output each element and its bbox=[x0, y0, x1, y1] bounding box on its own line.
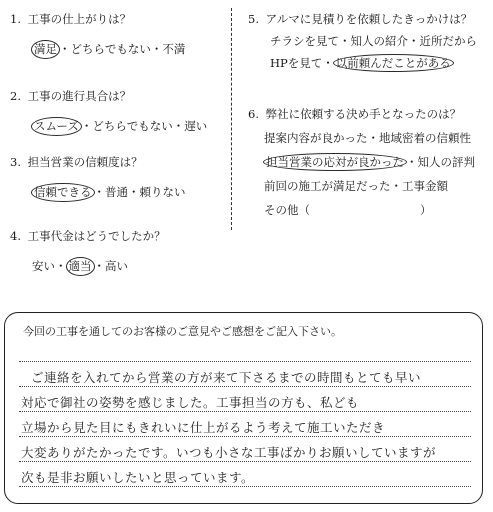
option-selected[interactable]: 担当営業の応対が良かった bbox=[263, 153, 407, 171]
option[interactable]: どちらでもない bbox=[70, 42, 151, 56]
option-selected[interactable]: 以前頼んだことがある bbox=[333, 54, 454, 72]
question-number: 5. bbox=[248, 12, 259, 26]
option[interactable]: 地域密着の信頼性 bbox=[379, 131, 471, 145]
dotted-line bbox=[19, 361, 471, 362]
question-number: 1. bbox=[10, 12, 21, 26]
option[interactable]: どちらでもない bbox=[92, 119, 173, 133]
question-text: 担当営業の信頼度は？ bbox=[27, 155, 143, 169]
option[interactable]: HPを見て bbox=[270, 56, 323, 70]
option[interactable]: 頼りない bbox=[139, 185, 186, 199]
option-selected[interactable]: 信頼できる bbox=[31, 183, 95, 202]
dotted-line bbox=[19, 461, 471, 462]
question-text: 工事の進行具合は？ bbox=[27, 89, 132, 103]
other-close: ） bbox=[420, 203, 432, 217]
handwritten-line: 対応で御社の姿勢を感じました。工事担当の方も、私ども bbox=[21, 395, 360, 410]
question-text: 弊社に依頼する決め手となったのは？ bbox=[265, 107, 462, 121]
option[interactable]: 提案内容が良かった bbox=[264, 131, 368, 145]
option[interactable]: 知人の紹介 bbox=[350, 34, 408, 48]
option[interactable]: 不満 bbox=[162, 42, 186, 56]
question-number: 3. bbox=[10, 155, 21, 169]
question-number: 4. bbox=[10, 229, 21, 243]
option[interactable]: 普通 bbox=[105, 185, 128, 199]
dotted-line bbox=[19, 411, 471, 412]
question-text: 工事の仕上がりは？ bbox=[27, 12, 132, 26]
option-selected[interactable]: 満足 bbox=[31, 40, 60, 59]
question-5: 5. アルマに見積りを依頼したきっかけは？ チラシを見て・知人の紹介・近所だから HPを見て・ 以前頼んだことがある bbox=[248, 12, 477, 70]
question-4: 4. 工事代金はどうでしたか？ 安い・ 適当 ・高い bbox=[10, 229, 166, 274]
option-selected[interactable]: スムーズ bbox=[31, 117, 82, 136]
option[interactable]: 高い bbox=[105, 259, 128, 273]
handwritten-line: ご連絡を入れてから営業の方が来て下さるまでの時間もとても早い bbox=[31, 370, 422, 385]
option[interactable]: 工事金額 bbox=[402, 179, 448, 193]
question-number: 6. bbox=[248, 107, 259, 121]
other-label: その他（ bbox=[264, 203, 310, 217]
comment-title: 今回の工事を通してのお客様のご意見やご感想をご記入下さい。 bbox=[23, 325, 342, 338]
dotted-line bbox=[19, 436, 471, 437]
option[interactable]: 安い bbox=[32, 259, 55, 273]
column-divider bbox=[231, 8, 232, 230]
question-2: 2. 工事の進行具合は？ スムーズ ・どちらでもない・遅い bbox=[10, 89, 207, 134]
question-text: 工事代金はどうでしたか？ bbox=[27, 229, 166, 243]
question-text: アルマに見積りを依頼したきっかけは？ bbox=[265, 12, 473, 26]
handwritten-line: 次も是非お願いしたいと思っています。 bbox=[21, 470, 255, 485]
handwritten-line: 大変ありがたかったです。いつも小さな工事ばかりお願いしていますが bbox=[21, 445, 437, 460]
handwritten-line: 立場から見た目にもきれいに仕上がるよう考えて施工いただき bbox=[21, 420, 386, 435]
question-number: 2. bbox=[10, 89, 21, 103]
option[interactable]: 遅い bbox=[184, 119, 208, 133]
dotted-line bbox=[19, 386, 471, 387]
option[interactable]: 知人の評判 bbox=[417, 155, 475, 169]
option[interactable]: 近所だから bbox=[419, 34, 477, 48]
option[interactable]: 前回の施工が満足だった bbox=[264, 179, 391, 193]
question-1: 1. 工事の仕上がりは？ 満足 ・どちらでもない・不満 bbox=[10, 12, 185, 57]
option-selected[interactable]: 適当 bbox=[66, 257, 95, 276]
comment-box[interactable] bbox=[4, 312, 483, 504]
question-6: 6. 弊社に依頼する決め手となったのは？ 提案内容が良かった・地域密着の信頼性 担当営業の応対が良かった ・知人の評判 前回の施工が満足だった・工事金額 その他（ ） bbox=[248, 107, 475, 217]
question-3: 3. 担当営業の信頼度は？ 信頼できる ・普通・頼りない bbox=[10, 155, 186, 200]
dotted-line bbox=[19, 486, 471, 487]
option[interactable]: チラシを見て bbox=[270, 34, 339, 48]
